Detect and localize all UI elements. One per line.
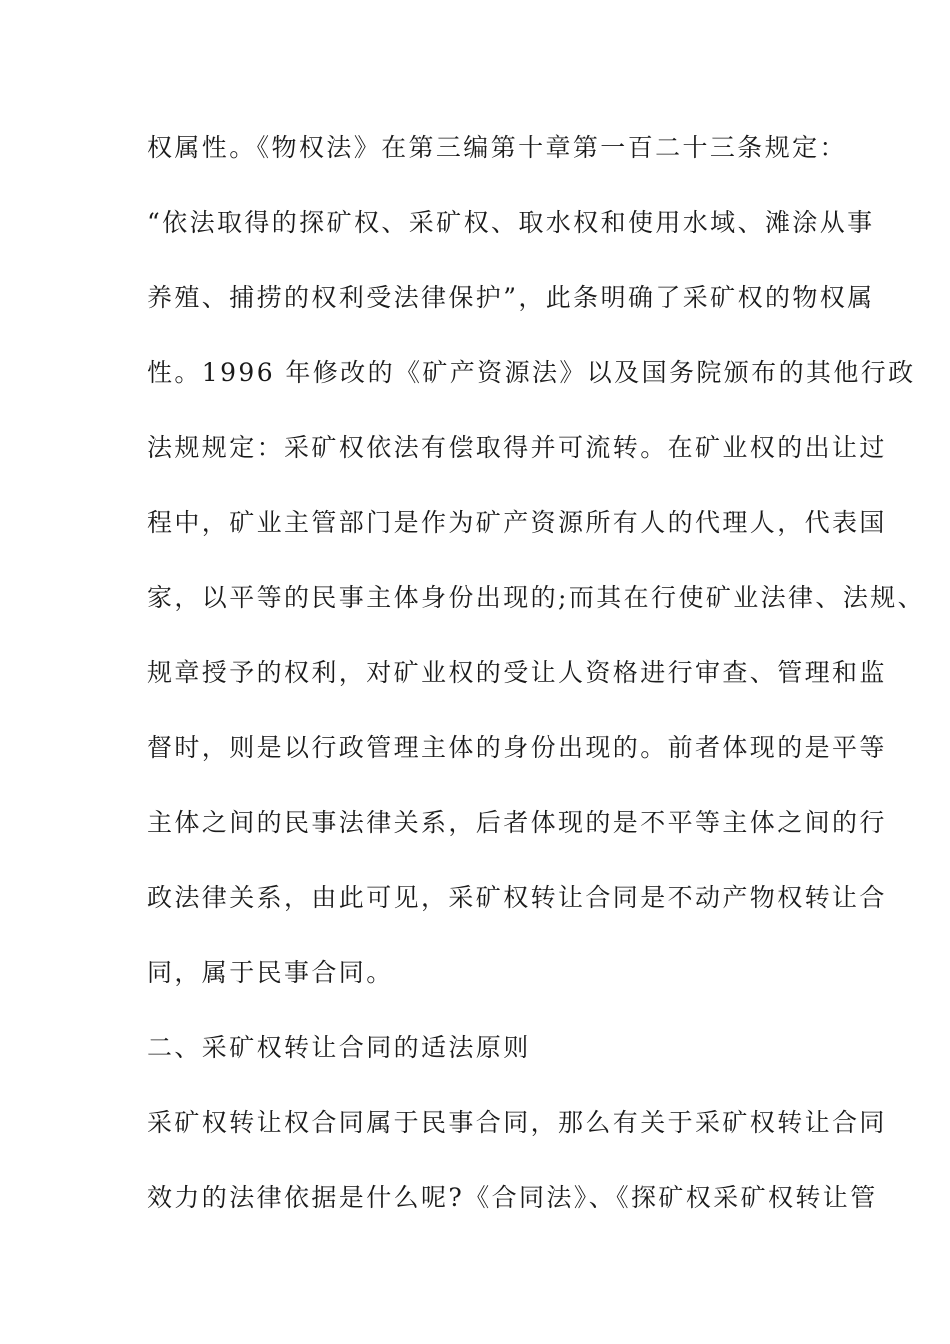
text-line-9: 督时，则是以行政管理主体的身份出现的。前者体现的是平等: [147, 733, 887, 762]
text-line-15: 效力的法律依据是什么呢?《合同法》、《探矿权采矿权转让管: [147, 1183, 878, 1212]
text-line-6: 程中，矿业主管部门是作为矿产资源所有人的代理人，代表国: [147, 508, 887, 537]
text-line-14: 采矿权转让权合同属于民事合同，那么有关于采矿权转让合同: [147, 1108, 887, 1137]
document-body: [147, 128, 926, 1253]
section-heading: 二、采矿权转让合同的适法原则: [147, 1033, 531, 1062]
text-line-8: 规章授予的权利，对矿业权的受让人资格进行审查、管理和监: [147, 658, 887, 687]
text-line-7: 家，以平等的民事主体身份出现的;而其在行使矿业法律、法规、: [147, 583, 926, 612]
text-line-3: 养殖、捕捞的权利受法律保护”，此条明确了采矿权的物权属: [147, 283, 875, 312]
text-line-1: 权属性。《物权法》在第三编第十章第一百二十三条规定：: [147, 133, 847, 162]
text-line-11: 政法律关系，由此可见，采矿权转让合同是不动产物权转让合: [147, 883, 887, 912]
text-line-5: 法规规定：采矿权依法有偿取得并可流转。在矿业权的出让过: [147, 433, 887, 462]
text-line-4: 性。1996 年修改的《矿产资源法》以及国务院颁布的其他行政: [147, 358, 916, 387]
text-line-2: “依法取得的探矿权、采矿权、取水权和使用水域、滩涂从事: [147, 208, 875, 237]
text-line-12: 同，属于民事合同。: [147, 958, 394, 987]
text-line-10: 主体之间的民事法律关系，后者体现的是不平等主体之间的行: [147, 808, 887, 837]
